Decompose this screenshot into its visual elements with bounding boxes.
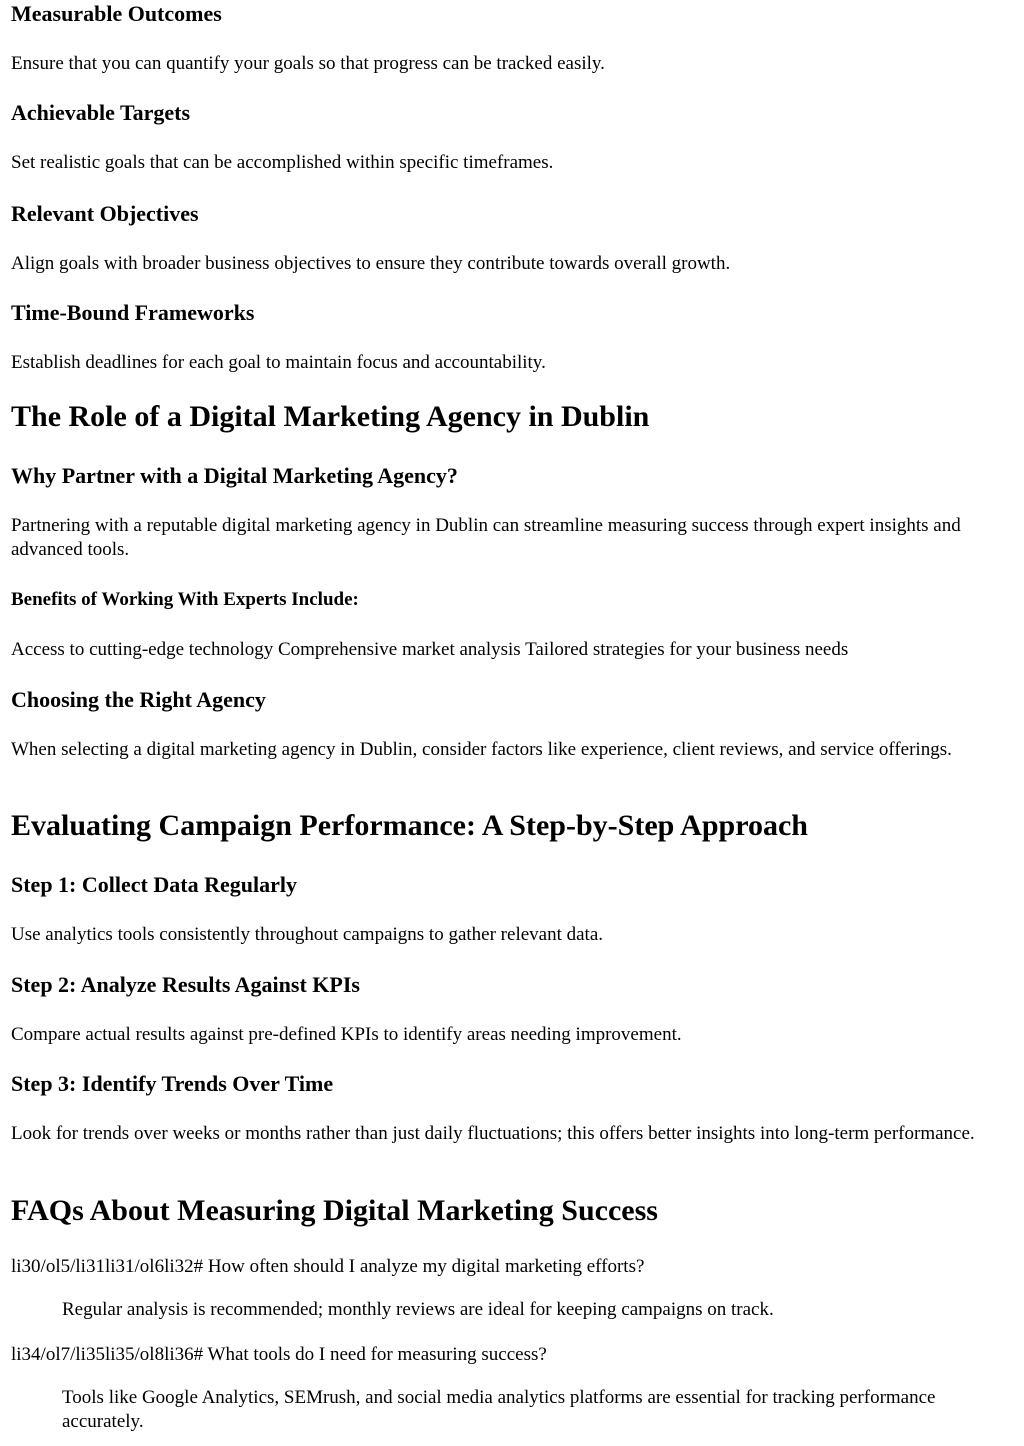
faq-answer: Tools like Google Analytics, SEMrush, and social media analytics platforms are essential for tracking performance accurately.: [62, 1387, 936, 1432]
step2-text: Compare actual results against pre-defined KPIs to identify areas needing improvement.: [11, 1024, 682, 1045]
step1-text: Use analytics tools consistently throughout campaigns to gather relevant data.: [11, 924, 604, 945]
relevant-objectives-text: Align goals with broader business objectives to ensure they contribute towards overall growth.: [11, 253, 731, 274]
benefits-text: Access to cutting-edge technology Comprehensive market analysis Tailored strategies for your business needs: [11, 639, 849, 660]
choosing-agency-heading: Choosing the Right Agency: [11, 687, 266, 712]
time-bound-text: Establish deadlines for each goal to maintain focus and accountability.: [11, 352, 546, 373]
agency-heading: The Role of a Digital Marketing Agency in Dublin: [11, 400, 650, 433]
evaluating-heading: Evaluating Campaign Performance: A Step-by-Step Approach: [11, 809, 808, 842]
why-partner-heading: Why Partner with a Digital Marketing Agency?: [11, 463, 458, 488]
faq-answer: Regular analysis is recommended; monthly reviews are ideal for keeping campaigns on track.: [62, 1299, 774, 1320]
faq-question: li34/ol7/li35li35/ol8li36# What tools do I need for measuring success?: [11, 1344, 547, 1365]
faq-question: li30/ol5/li31li31/ol6li32# How often should I analyze my digital marketing efforts?: [11, 1256, 645, 1277]
step1-heading: Step 1: Collect Data Regularly: [11, 872, 297, 897]
relevant-objectives-heading: Relevant Objectives: [11, 201, 199, 226]
measurable-outcomes-text: Ensure that you can quantify your goals so that progress can be tracked easily.: [11, 53, 605, 74]
step2-heading: Step 2: Analyze Results Against KPIs: [11, 972, 360, 997]
benefits-heading: Benefits of Working With Experts Include:: [11, 589, 359, 610]
choosing-agency-text: When selecting a digital marketing agency in Dublin, consider factors like experience, client reviews, and service offerings.: [11, 739, 952, 760]
achievable-targets-heading: Achievable Targets: [11, 100, 191, 125]
measurable-outcomes-heading: Measurable Outcomes: [11, 1, 222, 26]
faqs-heading: FAQs About Measuring Digital Marketing Success: [11, 1194, 658, 1227]
step3-heading: Step 3: Identify Trends Over Time: [11, 1071, 334, 1096]
achievable-targets-text: Set realistic goals that can be accomplished within specific timeframes.: [11, 152, 554, 173]
time-bound-heading: Time-Bound Frameworks: [11, 300, 255, 325]
why-partner-text: Partnering with a reputable digital marketing agency in Dublin can streamline measuring success through expert insights and advanced tools.: [11, 515, 961, 560]
step3-text: Look for trends over weeks or months rather than just daily fluctuations; this offers better insights into long-term performance.: [11, 1123, 975, 1144]
